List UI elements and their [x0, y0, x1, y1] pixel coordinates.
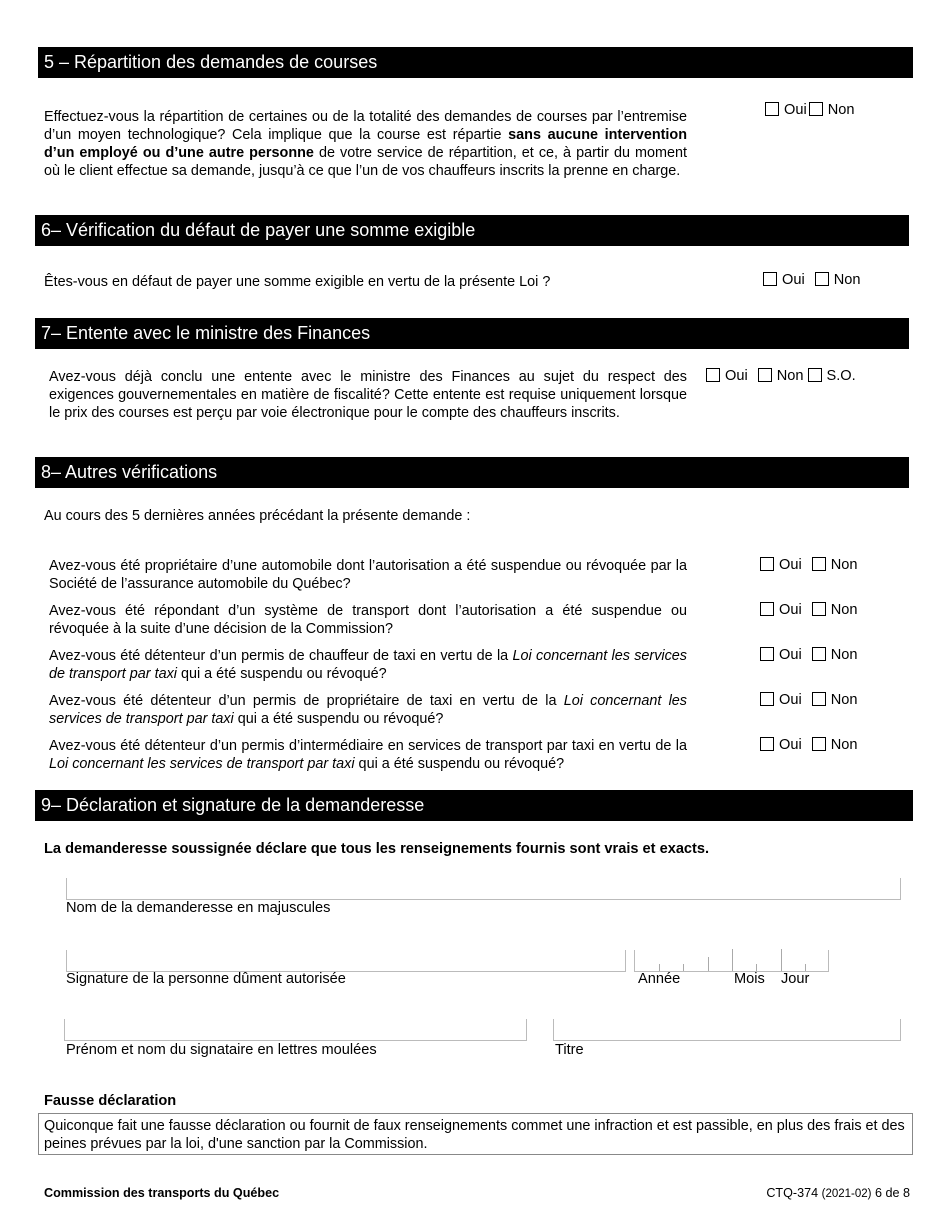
label-oui: Oui: [779, 737, 802, 753]
section-8-options-1: [760, 557, 864, 573]
day-label: Jour: [781, 971, 810, 987]
section-8-question-2: Avez-vous été répondant d’un système de transport dont l’autorisation a été suspendue ou révoquée à la suite d’une décision de la Commission?: [49, 603, 687, 637]
checkbox-s8q3-non[interactable]: [812, 647, 826, 661]
section-8-question-3: [49, 647, 687, 683]
title-label: Titre: [555, 1042, 584, 1058]
section-8-options-3: [760, 647, 864, 663]
date-field[interactable]: [634, 950, 829, 972]
checkbox-s7-oui[interactable]: [706, 368, 720, 382]
label-non: Non: [830, 602, 858, 618]
label-oui: Oui: [779, 647, 802, 663]
section-9-header: 9– Déclaration et signature de la demanderesse: [35, 790, 913, 821]
form-code: CTQ-374: [766, 1186, 819, 1200]
label-so: S.O.: [826, 368, 856, 384]
label-non: Non: [776, 368, 804, 384]
section-7-question: Avez-vous déjà conclu une entente avec le ministre des Finances au sujet du respect des exigences gouvernementales en matière de fiscalité? Cette entente est requise uniquement lorsque le prix des courses est perçu par voie électronique pour le compte des chauffeurs inscrits.: [49, 369, 687, 421]
false-declaration-title: Fausse déclaration: [44, 1093, 177, 1109]
q5-text-1: Effectuez-vous la répartition de certaines ou de la totalité des demandes de courses par l’entremise d’un moyen technologique? Cela implique que la course est répartie: [44, 109, 687, 143]
checkbox-s7-non[interactable]: [758, 368, 772, 382]
section-8-options-2: [760, 602, 864, 618]
checkbox-s8q4-oui[interactable]: [760, 692, 774, 706]
q5-text-bold: sans aucune intervention d’un employé ou d’une autre personne: [44, 127, 687, 161]
month-label: Mois: [734, 971, 765, 987]
signature-field[interactable]: [66, 950, 626, 972]
section-5-header: 5 – Répartition des demandes de courses: [38, 47, 913, 78]
year-label: Année: [638, 971, 681, 987]
q5-text-1: Avez-vous été détenteur d’un permis d’intermédiaire en services de transport par taxi en vertu de la: [49, 738, 687, 754]
false-declaration-box: Quiconque fait une fausse déclaration ou fournit de faux renseignements commet une infraction et est passible, en plus des frais et des peines prévues par la loi, d'une sanction par la Commission.: [38, 1113, 913, 1155]
section-7-options: [706, 368, 862, 384]
checkbox-s7-so[interactable]: [808, 368, 822, 382]
q5-text-2: qui a été suspendu ou révoqué?: [354, 756, 565, 772]
label-non: Non: [830, 647, 858, 663]
label-oui: Oui: [784, 102, 807, 118]
label-oui: Oui: [725, 368, 748, 384]
label-non: Non: [827, 102, 855, 118]
q4-text-1: Avez-vous été détenteur d’un permis de propriétaire de taxi en vertu de la: [49, 693, 564, 709]
label-oui: Oui: [779, 692, 802, 708]
section-5-options: [765, 102, 861, 118]
checkbox-s8q5-oui[interactable]: [760, 737, 774, 751]
applicant-name-field[interactable]: [66, 878, 901, 900]
checkbox-s8q3-oui[interactable]: [760, 647, 774, 661]
q3-text-2: qui a été suspendu ou révoqué?: [176, 666, 387, 682]
checkbox-s8q2-oui[interactable]: [760, 602, 774, 616]
label-non: Non: [830, 557, 858, 573]
checkbox-s8q5-non[interactable]: [812, 737, 826, 751]
label-non: Non: [833, 272, 861, 288]
label-oui: Oui: [779, 602, 802, 618]
checkbox-s6-oui[interactable]: [763, 272, 777, 286]
q5-text-2: de votre service de répartition, et ce, à partir du moment où le client effectue sa demande, jusqu’à ce que l’un de vos chauffeurs inscrits la prenne en charge.: [44, 145, 687, 179]
checkbox-s5-oui[interactable]: [765, 102, 779, 116]
signature-label: Signature de la personne dûment autorisée: [66, 971, 346, 987]
section-8-options-5: [760, 737, 864, 753]
section-6-question: Êtes-vous en défaut de payer une somme exigible en vertu de la présente Loi ?: [44, 274, 551, 290]
checkbox-s8q2-non[interactable]: [812, 602, 826, 616]
section-6-header: 6– Vérification du défaut de payer une somme exigible: [35, 215, 909, 246]
q4-text-2: qui a été suspendu ou révoqué?: [233, 711, 444, 727]
q3-law-title: Loi concernant les services de transport par taxi: [49, 648, 688, 682]
signatory-name-field[interactable]: [64, 1019, 527, 1041]
title-field[interactable]: [553, 1019, 901, 1041]
section-7-header: 7– Entente avec le ministre des Finances: [35, 318, 909, 349]
checkbox-s5-non[interactable]: [809, 102, 823, 116]
section-8-options-4: [760, 692, 864, 708]
checkbox-s8q1-oui[interactable]: [760, 557, 774, 571]
checkbox-s8q4-non[interactable]: [812, 692, 826, 706]
applicant-name-label: Nom de la demanderesse en majuscules: [66, 900, 331, 916]
q4-law-title: Loi concernant les services de transport par taxi: [49, 693, 687, 727]
q3-text-1: Avez-vous été détenteur d’un permis de chauffeur de taxi en vertu de la: [49, 648, 513, 664]
section-8-intro: Au cours des 5 dernières années précédant la présente demande :: [44, 508, 471, 524]
footer-form-code: [766, 1186, 910, 1200]
footer-organization: Commission des transports du Québec: [44, 1186, 280, 1200]
form-version: (2021-02): [821, 1188, 872, 1200]
section-8-header: 8– Autres vérifications: [35, 457, 909, 488]
checkbox-s6-non[interactable]: [815, 272, 829, 286]
label-non: Non: [830, 737, 858, 753]
label-oui: Oui: [782, 272, 805, 288]
q5-law-title: Loi concernant les services de transport par taxi: [49, 756, 355, 772]
label-oui: Oui: [779, 557, 802, 573]
checkbox-s8q1-non[interactable]: [812, 557, 826, 571]
section-5-question: [44, 108, 687, 180]
section-8-question-5: [49, 737, 687, 773]
page-number: 6 de 8: [874, 1186, 910, 1200]
section-8-question-1: Avez-vous été propriétaire d’une automobile dont l’autorisation a été suspendue ou révoquée par la Société de l’assurance automobile du Québec?: [49, 558, 687, 592]
signatory-name-label: Prénom et nom du signataire en lettres moulées: [66, 1042, 377, 1058]
section-6-options: [763, 272, 867, 288]
label-non: Non: [830, 692, 858, 708]
declaration-statement: La demanderesse soussignée déclare que tous les renseignements fournis sont vrais et exacts.: [44, 841, 710, 857]
section-8-question-4: [49, 692, 687, 728]
